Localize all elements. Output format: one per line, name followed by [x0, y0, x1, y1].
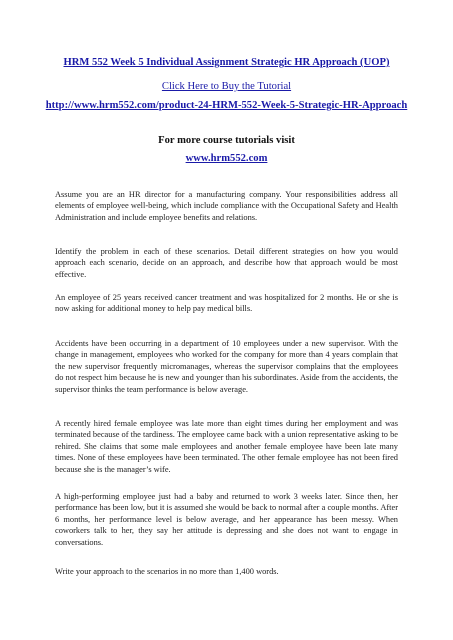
product-url-link[interactable]: http://www.hrm552.com/product-24-HRM-552-Week-5-Strategic-HR-Approach [45, 100, 408, 111]
title-link[interactable]: HRM 552 Week 5 Individual Assignment Strategic HR Approach (UOP) [63, 57, 390, 68]
paragraph-intro: Assume you are an HR director for a manufacturing company. Your responsibilities address all elements of employee well-being, which include compliance with the Occupational Safety and Health Administration and include employee benefits and relations. [55, 190, 398, 222]
more-tutorials-text: For more course tutorials visit [158, 135, 295, 146]
site-url-link[interactable]: www.hrm552.com [185, 153, 268, 164]
document-title [40, 56, 413, 69]
site-url [40, 152, 413, 165]
paragraph-scenario-new-mother: A high-performing employee just had a baby and returned to work 3 weeks later. Since then, her performance has been low, but it is assumed she would be back to normal after a couple months. After 6 months, her performance level is below average, and her appearance has been messy. When coworkers talk to her, they say her attitude is depressing and she does not want to engage in conversations. [55, 492, 398, 547]
paragraph-scenario-accidents: Accidents have been occurring in a department of 10 employees under a new supervisor. With the change in management, employees who worked for the company for more than 4 years complain that the new supervisor frequently micromanages, whereas the supervisor complains that the employees do not respect him because he is new and younger than his subordinates. Aside from the accidents, the supervisor thinks the team performance is below average. [55, 339, 398, 394]
more-tutorials-heading [40, 134, 413, 147]
paragraph-scenario-cancer: An employee of 25 years received cancer treatment and was hospitalized for 2 months. He or she is now asking for additional money to help pay medical bills. [55, 293, 398, 314]
buy-tutorial [40, 80, 413, 93]
product-url [40, 99, 413, 112]
paragraph-scenario-tardiness: A recently hired female employee was late more than eight times during her employment and was terminated because of the tardiness. The employee came back with a union representative asking to be rehired. She claims that some male employees and another female employee have been late many times. None of these employees have been terminated. The other female employee has not been fired because she is the manager’s wife. [55, 419, 398, 474]
paragraph-word-limit: Write your approach to the scenarios in no more than 1,400 words. [55, 567, 279, 576]
paragraph-instructions: Identify the problem in each of these scenarios. Detail different strategies on how you would approach each scenario, decide on an approach, and describe how that approach would be most effective. [55, 247, 398, 279]
buy-tutorial-link[interactable]: Click Here to Buy the Tutorial [161, 81, 292, 92]
